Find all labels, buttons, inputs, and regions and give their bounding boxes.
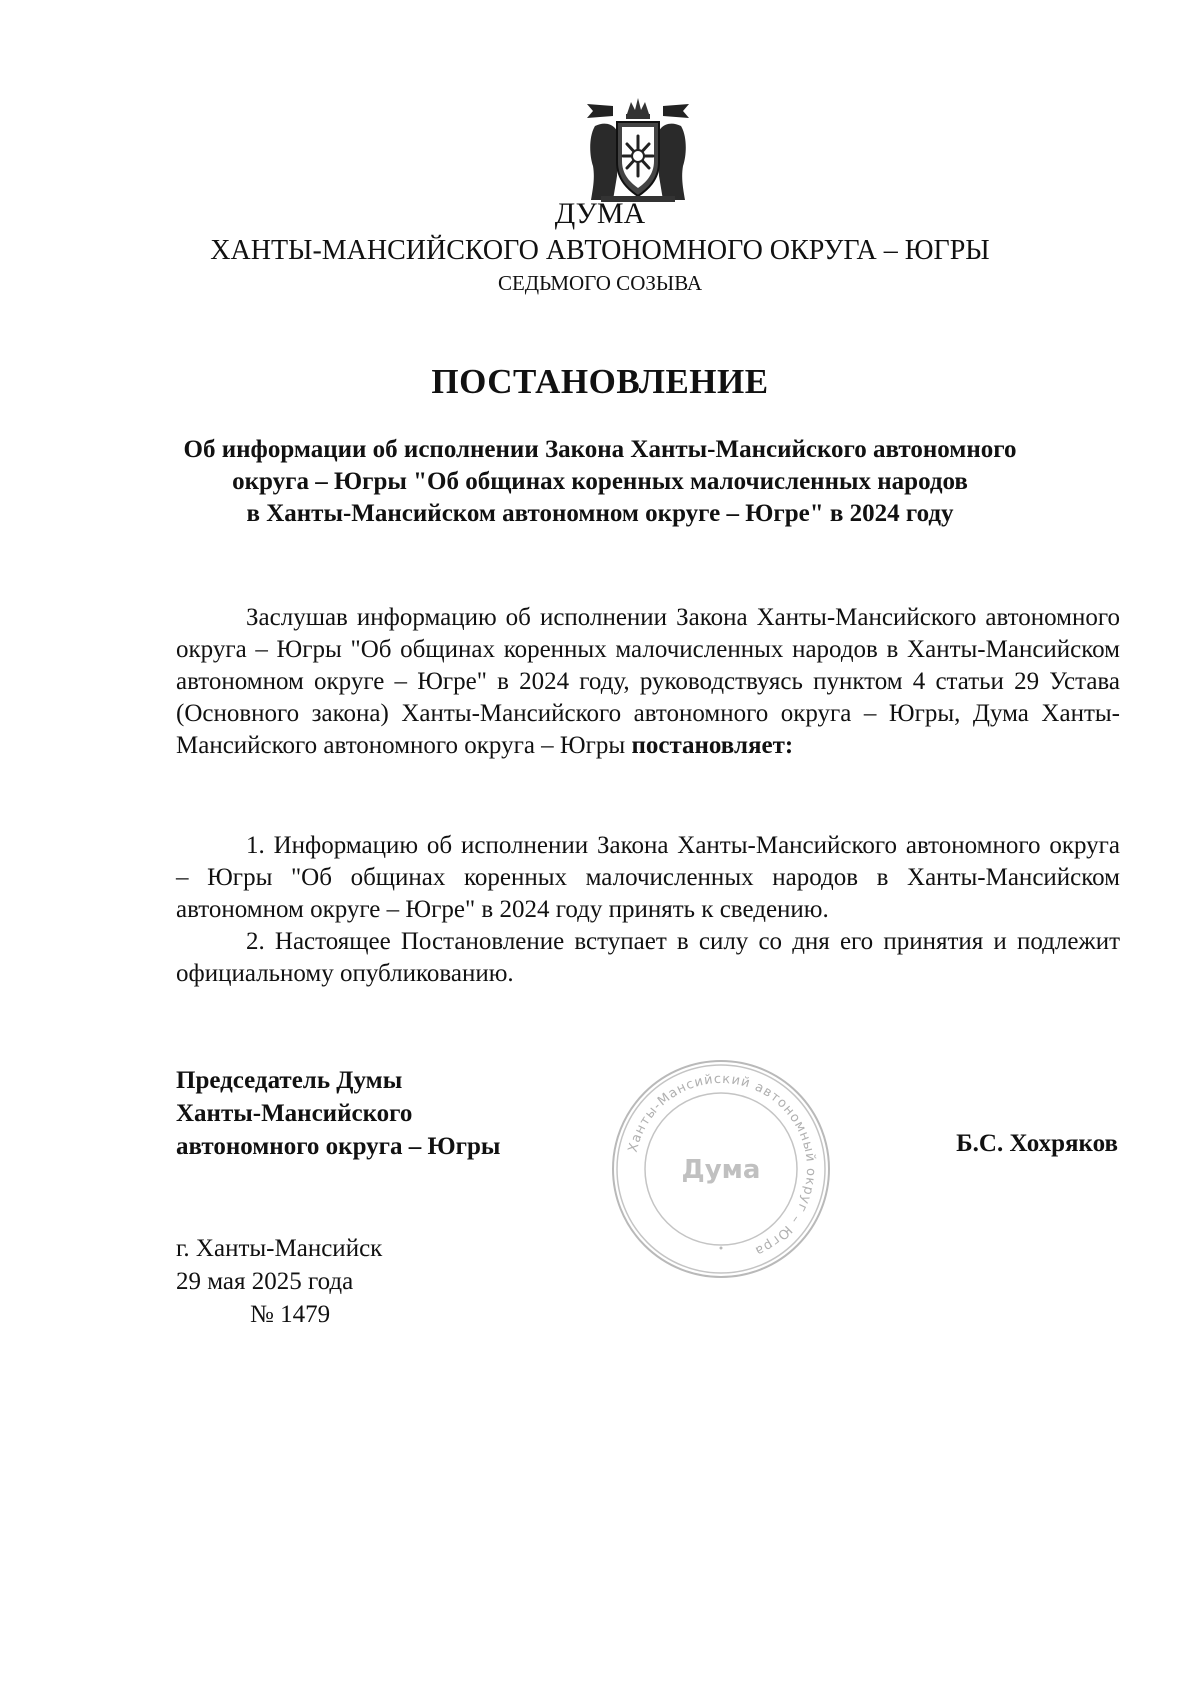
document-title [150, 434, 1050, 530]
signatory-title-line: автономного округа – Югры [176, 1133, 501, 1160]
document-type: ПОСТАНОВЛЕНИЕ [431, 362, 769, 401]
document-title-line: округа – Югры "Об общинах коренных малочисленных народов [232, 468, 968, 495]
header-duma: ДУМА [554, 197, 646, 230]
document-title-line: Об информации об исполнении Закона Ханты-Мансийского автономного [183, 436, 1017, 463]
signatory-title-line: Ханты-Мансийского [176, 1100, 413, 1127]
footer-city: г. Ханты-Мансийск [176, 1235, 383, 1262]
intro-text: Заслушав информацию об исполнении Закона Ханты-Мансийского автономного округа – Югры "Об общинах коренных малочисленных народов в Ханты-Мансийском автономном округе – Югре" в 2024 году, руководствуясь пунктом 4 статьи 29 Устава (Основного закона) Ханты-Мансийского автономного округа – Югры, Дума Ханты-Мансийского автономного округа – Югры [176, 604, 1120, 759]
resolution-item-1 [176, 830, 1120, 926]
intro-resolves: постановляет: [631, 732, 794, 759]
document-footer [176, 1232, 382, 1331]
official-seal [608, 1056, 834, 1282]
signatory-name: Б.С. Хохряков [956, 1130, 1118, 1157]
intro-paragraph [176, 602, 1120, 762]
seal-ring-text: Ханты-Мансийский автономный округ – Югра [625, 1071, 819, 1259]
footer-number: № 1479 [250, 1301, 331, 1328]
resolution-item-text: 2. Настоящее Постановление вступает в силу со дня его принятия и подлежит официальному опубликованию. [176, 928, 1120, 987]
signatory-title-line: Председатель Думы [176, 1067, 403, 1094]
header-okrug: ХАНТЫ-МАНСИЙСКОГО АВТОНОМНОГО ОКРУГА – ЮГРЫ [210, 235, 990, 266]
resolution-item-2 [176, 926, 1120, 990]
signatory-title [176, 1064, 500, 1163]
header-convocation: СЕДЬМОГО СОЗЫВА [497, 271, 703, 295]
document-title-line: в Ханты-Мансийском автономном округе – Югре" в 2024 году [246, 500, 954, 527]
coat-of-arms-emblem-icon [583, 96, 693, 206]
seal-center-text: Дума [681, 1155, 761, 1185]
footer-date: 29 мая 2025 года [176, 1268, 354, 1295]
resolution-item-text: 1. Информацию об исполнении Закона Ханты-Мансийского автономного округа – Югры "Об общинах коренных малочисленных народов в Ханты-Мансийском автономном округе – Югре" в 2024 году принять к сведению. [176, 832, 1120, 923]
